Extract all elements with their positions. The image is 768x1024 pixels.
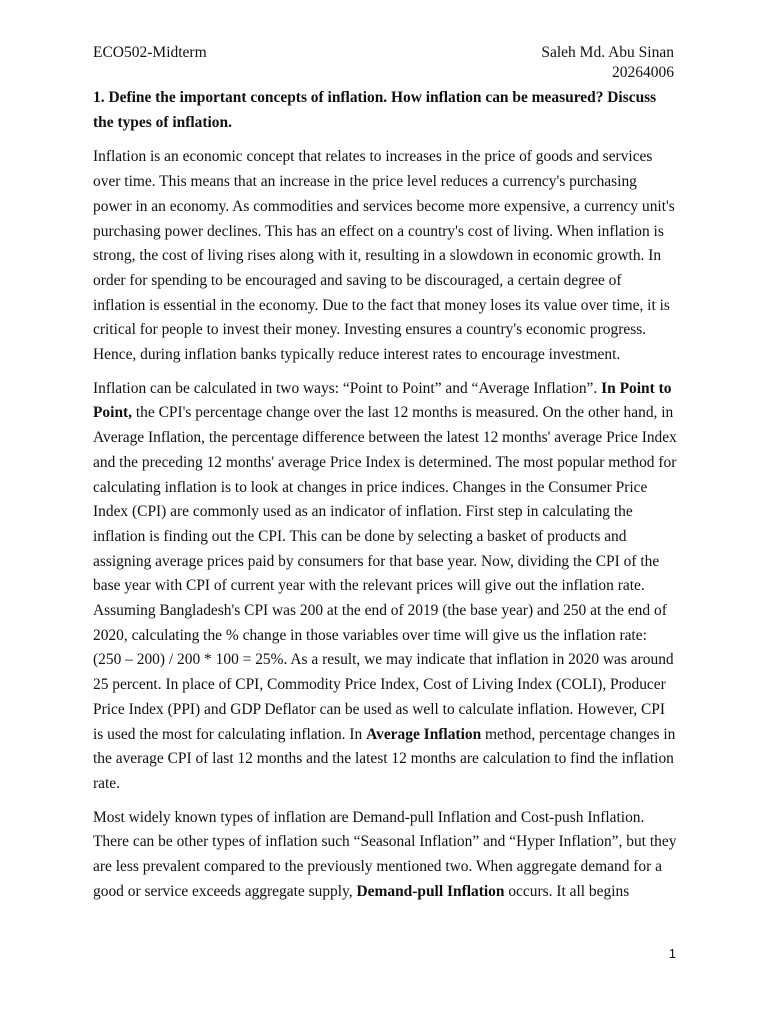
paragraph-text: Most widely known types of inflation are Demand-pull Inflation and Cost-push Inflation. There can be other types of inflation such “Seasonal Inflation” and “Hyper Inflation”, but they are less prevalent compared to the previously mentioned two. When aggregate demand for a good or service exceeds aggregate supply, (93, 808, 677, 900)
paragraph-text: the CPI's percentage change over the last 12 months is measured. On the other hand, in Average Inflation, the percentage difference between the latest 12 months' average Price Index and the preceding 12 months' average Price Index is determined. The most popular method for calculating inflation is to look at changes in price indices. Changes in the Consumer Price Index (CPI) are commonly used as an indicator of inflation. First step in calculating the inflation is finding out the CPI. This can be done by selecting a basket of products and assigning average prices paid by consumers for that base year. Now, dividing the CPI of the base year with CPI of current year with the relevant prices will give out the inflation rate. Assuming Bangladesh's CPI was 200 at the end of 2019 (the base year) and 250 at the end of 2020, calculating the % change in those variables over time will give us the inflation rate: (250 – 200) / 200 * 100 = 25%. As a result, we may indicate that inflation in 2020 was around 25 percent. In place of CPI, Commodity Price Index, Cost of Living Index (COLI), Producer Price Index (PPI) and GDP Deflator can be used as well to calculate inflation. However, CPI is used the most for calculating inflation. In (93, 404, 677, 743)
question-heading: 1. Define the important concepts of inflation. How inflation can be measured? Discuss the types of inflation. (93, 89, 657, 131)
paragraph-text: Inflation can be calculated in two ways: “Point to Point” and “Average Inflation”. (93, 379, 602, 397)
bold-term-point-to-point: In Point to Point, (93, 379, 672, 422)
student-id: 20264006 (612, 64, 674, 81)
document-body (93, 86, 677, 914)
paragraph-text: method, percentage changes in the average CPI of last 12 months and the latest 12 months are calculation to find the inflation rate. (93, 725, 676, 792)
author-header (541, 43, 674, 83)
paragraph-inflation-definition: Inflation is an economic concept that relates to increases in the price of goods and services over time. This means that an increase in the price level reduces a currency's purchasing power in an economy. As commodities and services become more expensive, a currency unit's purchasing power declines. This has an effect on a country's cost of living. When inflation is strong, the cost of living rises along with it, resulting in a slowdown in economic growth. In order for spending to be encouraged and saving to be discouraged, a certain degree of inflation is essential in the economy. Due to the fact that money loses its value over time, it is critical for people to invest their money. Investing ensures a country's economic progress. Hence, during inflation banks typically reduce interest rates to encourage investment. (93, 148, 675, 364)
bold-term-average-inflation: Average Inflation (366, 725, 482, 743)
paragraph-inflation-types (93, 806, 677, 905)
paragraph-text: occurs. It all begins (504, 882, 630, 900)
bold-term-demand-pull: Demand-pull Inflation (356, 882, 505, 900)
author-name: Saleh Md. Abu Sinan (541, 44, 674, 61)
course-header: ECO502-Midterm (93, 44, 207, 61)
page-number: 1 (668, 946, 676, 961)
paragraph-inflation-measurement (93, 377, 677, 797)
